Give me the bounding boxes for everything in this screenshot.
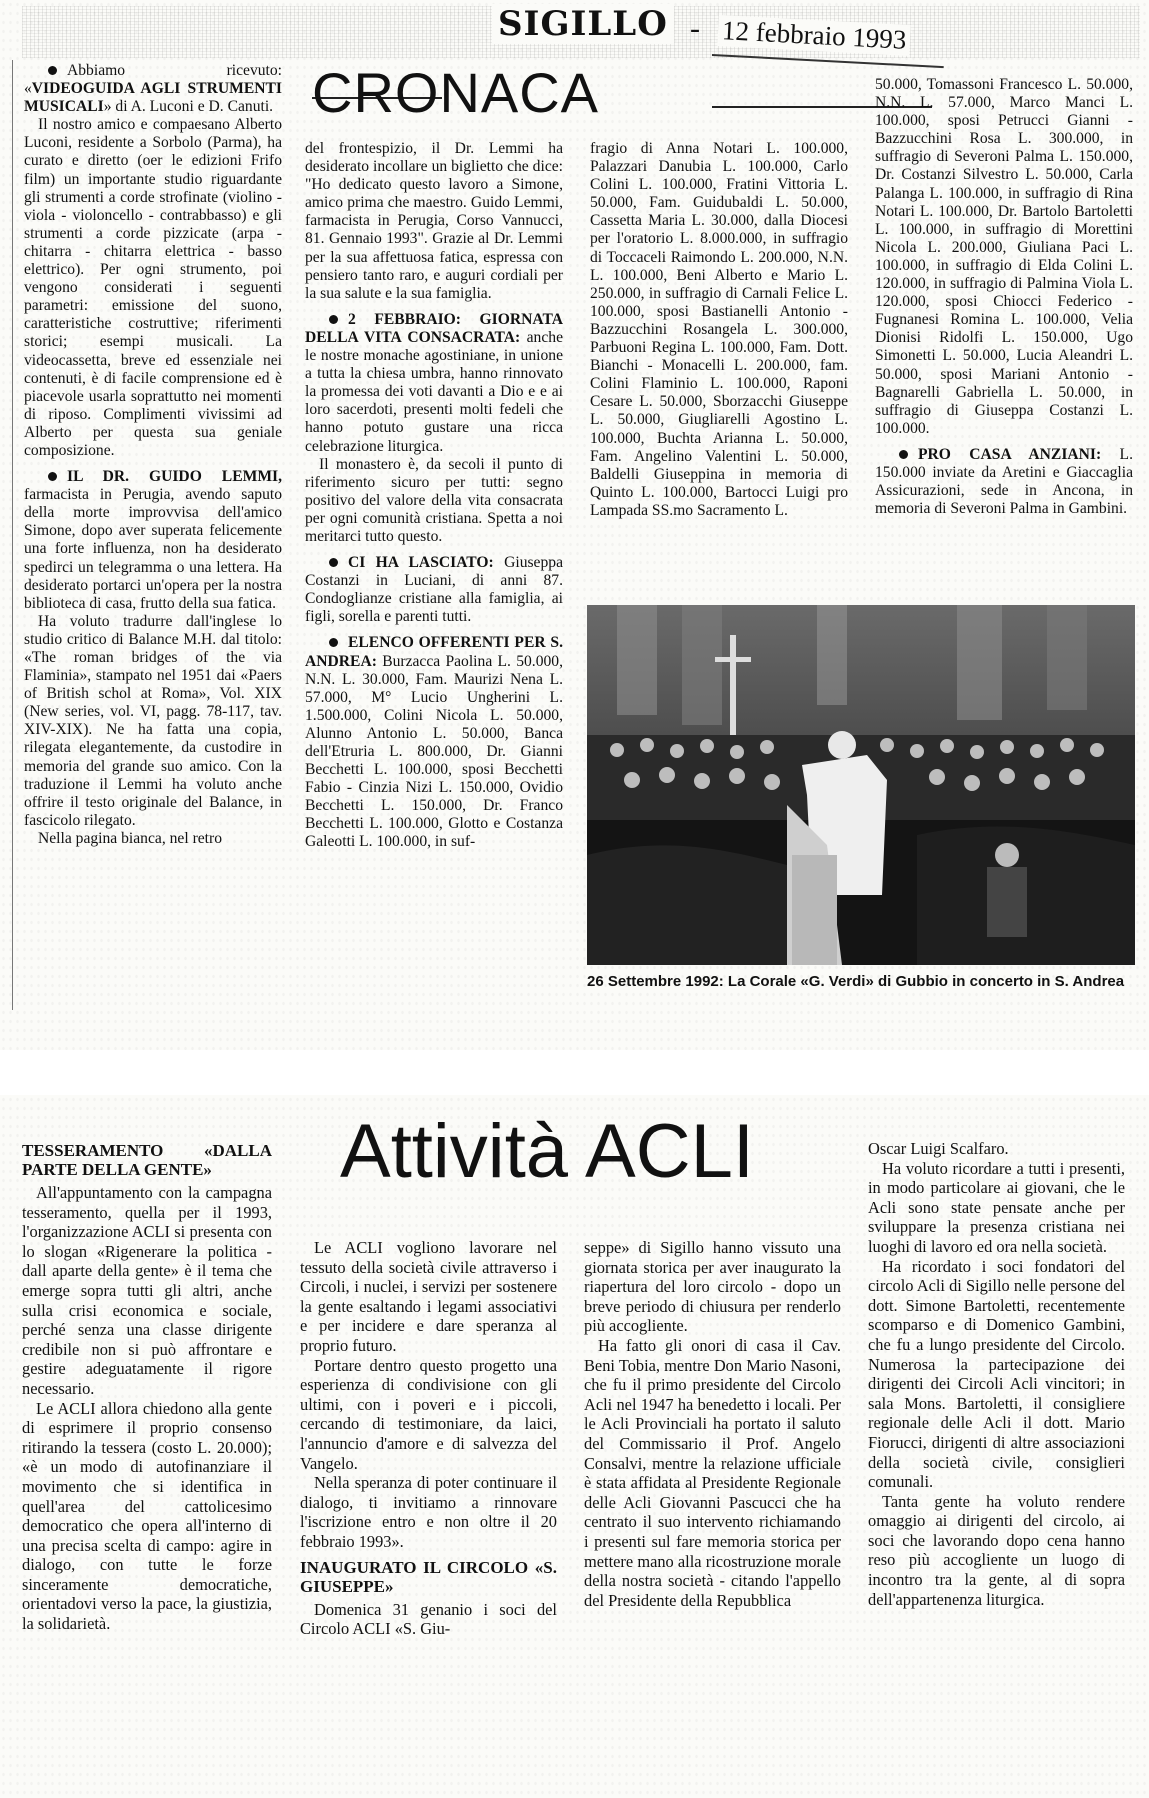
article-pro-casa-anziani: PRO CASA ANZIANI: L. 150.000 inviate da Aretini e Giaccaglia Assicurazioni, sede in Ancona, in memoria di Severoni Palma in Gambini. xyxy=(875,445,1133,518)
headline-tesseramento: TESSERAMENTO «DALLA PARTE DELLA GENTE» xyxy=(22,1141,272,1179)
handwritten-date: 12 febbraio 1993 xyxy=(717,15,911,56)
article-elenco-offerenti: ELENCO OFFERENTI PER S. ANDREA: Burzacca Paolina L. 50.000, N.N. L. 30.000, Fam. Maurizi Nena L. 57.000, M° Lucio Ungherini L. 1.500.000, Colini Nicola L. 50.000, Alunno Antonio L. 50.000, Banca dell'Etruria L. 800.000, Dr. Gianni Becchetti L. 100.000, sposi Becchetti Fabio - Cinzia Nizi L. 150.000, Ovidio Becchetti L. 150.000, Dr. Franco Becchetti L. 100.000, Glotto e Costanza Galeotti L. 100.000, in suf- xyxy=(305,634,563,851)
article-giornata-vita-consacrata: 2 FEBBRAIO: GIORNATA DELLA VITA CONSACRATA: anche le nostre monache agostiniane, in unione a tutta la chiesa umbra, hanno rinnovato la promessa dei voti davanti a Dio e e ai loro sacerdoti, presenti molti fedeli che hanno potuto gustare una ricca celebrazione liturgica. xyxy=(305,310,563,455)
cronaca-column-1 xyxy=(24,62,282,848)
bullet-icon xyxy=(329,638,338,647)
bullet-icon xyxy=(329,558,338,567)
bullet-icon xyxy=(899,450,908,459)
photo-caption: 26 Settembre 1992: La Corale «G. Verdi» di Gubbio in concerto in S. Andrea xyxy=(587,973,1125,990)
paragraph: del frontespizio, il Dr. Lemmi ha desiderato incollare un biglietto che dice: "Ho dedicato questo lavoro a Simone, amico prima che maestro. Guido Lemmi, farmacista in Perugia, Corso Vannucci, 81. Gennaio 1993". Grazie al Dr. Lemmi per la sua affettuosa fatica, espressa con pensiero tanto raro, e auguri cordiali per la sua salute e la sua famiglia. xyxy=(305,140,563,302)
paragraph: Portare dentro questo progetto una esperienza di condivisione con gli ultimi, con i poveri e i piccoli, cercando di testimoniare, da laici, l'annuncio d'amore e di salvezza del Vangelo. xyxy=(300,1355,557,1473)
masthead-dash: - xyxy=(690,12,700,45)
article-videoguida: Abbiamo ricevuto: «VIDEOGUIDA AGLI STRUMENTI MUSICALI» di A. Luconi e D. Canuti. xyxy=(24,62,282,116)
headline-inaugurato-circolo: INAUGURATO IL CIRCOLO «S. GIUSEPPE» xyxy=(300,1557,557,1596)
acli-column-1 xyxy=(22,1135,272,1634)
concert-photo xyxy=(587,605,1135,965)
paragraph: Nella pagina bianca, nel retro xyxy=(38,829,223,847)
paragraph: Oscar Luigi Scalfaro. xyxy=(868,1139,1009,1158)
article-guido-lemmi: IL DR. GUIDO LEMMI, farmacista in Perugia, avendo saputo della morte improvvisa dell'amico Simone, dopo aver superata felicemente una forte influenza, non ha desiderato spedirci un telegramma o una lettera. Ha desiderato portarci un'opera per la nostra biblioteca di casa, frutto della sua fatica. xyxy=(24,468,282,612)
acli-column-3 xyxy=(584,1238,841,1610)
column-divider xyxy=(12,60,13,1010)
paragraph: seppe» di Sigillo hanno vissuto una giornata storica per aver inaugurato la riapertura del loro circolo - dopo un breve periodo di chiusura per renderlo più accogliente. xyxy=(584,1238,841,1336)
cronaca-column-4 xyxy=(875,76,1133,518)
paragraph: Domenica 31 genanio i soci del Circolo ACLI «S. Giu- xyxy=(300,1599,557,1639)
paragraph: Nella speranza di poter continuare il dialogo, ti invitiamo a rinnovare l'iscrizione entro e non oltre il 20 febbraio 1993». xyxy=(300,1473,557,1551)
paragraph: Le ACLI allora chiedono alla gente di esprimere il proprio consenso ritirando la tessera (costo L. 20.000); «è un modo di autofinanziare il movimento che si identifica in quell'area del cattolicesimo democratico che opera all'interno di una precisa scelta di campo: agire in dialogo, con tutte le forze sinceramente democratiche, orientadovi verso la pace, la giustizia, la solidarietà. xyxy=(22,1398,272,1634)
clipping-gap xyxy=(0,1050,1149,1095)
bullet-icon xyxy=(48,66,57,75)
acli-column-4 xyxy=(868,1139,1125,1609)
bullet-icon xyxy=(329,315,338,324)
acli-clipping xyxy=(0,1095,1149,1798)
paragraph: fragio di Anna Notari L. 100.000, Palazzari Danubia L. 100.000, Carlo Colini L. 100.000, Fratini Vittoria L. 50.000, Fam. Guidubaldi L. 50.000, Cassetta Maria L. 30.000, dalla Diocesi per l'oratorio L. 8.000.000, in suffragio di Toccaceli Raimondo L. 200.000, N.N. L. 100.000, Beni Alberto e Mario L. 250.000, in suffragio di Carnali Felice L. 100.000, sposi Bastianelli Antonio - Bazzucchini Rosangela L. 300.000, Parbuoni Regina L. 100.000, Fam. Dott. Bianchi - Monacelli L. 200.000, fam. Colini Flaminio L. 100.000, Raponi Cesare L. 50.000, Sborzacchi Giuseppe L. 50.000, Giugliarelli Agostino L. 100.000, Buchta Arianna L. 50.000, Fam. Angelino Valentini L. 50.000, Baldelli Giuseppina in memoria di Quinto L. 100.000, Bartocci Luigi pro Lampada SS.mo Sacramento L. xyxy=(590,140,848,519)
paragraph: Il monastero è, da secoli il punto di riferimento sicuro per tutti: segno positivo del valore della vita consacrata per ogni comunità cristiana. Spetta a noi meritarci tutto questo. xyxy=(305,455,563,545)
cronaca-column-2 xyxy=(305,140,563,852)
paragraph: Il nostro amico e compaesano Alberto Luconi, residente a Sorbolo (Parma), ha curato e diretto (oer le edizioni Frifo film) un importante studio riguardante gli strumenti a corde strofinate (violino - viola - violoncello - contrabbasso) e gli strumenti a corde pizzicate (arpa - chitarra - chitarra elettrica - basso elettrico). Per ogni strumento, poi vengono considerati i seguenti parametri: emissione del suono, caratteristiche costruttive; riferimenti storici; esempi musicali. La videocassetta, breve ed essenziale nei contenuti, è di facile comprensione ed è piacevole usarla soprattutto nei momenti di riposo. Complimenti vivissimi ad Alberto per questa sua geniale composizione. xyxy=(24,116,282,459)
paragraph: Tanta gente ha voluto rendere omaggio ai dirigenti del circolo, ai soci che lavorando dopo cena hanno reso più accogliente un luogo di incontro tra la gente, al di sopra dell'appartenenza liturgica. xyxy=(868,1491,1125,1609)
section-title-attivita-acli: Attività ACLI xyxy=(340,1109,754,1194)
acli-column-2 xyxy=(300,1238,557,1639)
article-ci-ha-lasciato: CI HA LASCIATO: Giuseppa Costanzi in Luciani, di anni 87. Condoglianze cristiane alla famiglia, ai figli, sorella e parenti tutti. xyxy=(305,554,563,626)
newspaper-name: SIGILLO xyxy=(492,4,674,44)
paragraph: Le ACLI vogliono lavorare nel tessuto della società civile attraverso i Circoli, i nuclei, i servizi per sostenere la gente esaltando i legami associativi e per incidere e dare speranza al proprio futuro. xyxy=(300,1238,557,1355)
paragraph: All'appuntamento con la campagna tesseramento, quella per il 1993, l'organizzazione ACLI si presenta con lo slogan «Rigenerare la politica - dall aparte della gente» è il tema che emerge sopra tutti gli altri, anche sulla crisi economica e sociale, perché senza una classe dirigente credibile non si può affrontare e gestire adeguatamente il rigore necessario. xyxy=(22,1183,272,1398)
paragraph: Ha fatto gli onori di casa il Cav. Beni Tobia, mentre Don Mario Nasoni, che fu il primo presidente del Circolo Acli nel 1947 ha benedetto i locali. Per le Acli Provinciali ha portato il saluto del Commissario il Prof. Angelo Consalvi, mentre la relazione ufficiale è stata affidata al Presidente Regionale delle Acli Giovanni Pascucci che ha centrato il suo intervento richiamando i presenti sul fare memoria storica per mettere mano alla ricostruzione morale della nostra società - citando l'appello del Presidente della Repubblica xyxy=(584,1335,841,1610)
bullet-icon xyxy=(48,472,57,481)
paragraph: Ha ricordato i soci fondatori del circolo Acli di Sigillo nelle persone del dott. Simone Bartoletti, recentemente scomparso e di Domenico Gambini, che fu a lungo presidente del Circolo. Numerosa la partecipazione dei dirigenti dei Circoli Acli vincitori; in sala Mons. Bartoletti, il consigliere regionale delle Acli il dott. Mario Fiorucci, dirigenti di altre associazioni della società civile, consiglieri comunali. xyxy=(868,1256,1125,1492)
cronaca-column-3 xyxy=(590,140,848,520)
paragraph: 50.000, Tomassoni Francesco L. 50.000, N.N. L. 57.000, Marco Manci L. 100.000, sposi Petrucci Gianni - Bazzucchini Rosa L. 300.000, in suffragio di Severoni Palma L. 150.000, Dr. Costanzi Silvestro L. 50.000, Carla Palanga L. 100.000, in suffragio di Rina Notari L. 100.000, Dr. Bartolo Bartoletti L. 100.000, in suffragio di Morettini Nicola L. 200.000, Giuliana Paci L. 100.000, in suffragio di Elda Colini L. 120.000, in suffragio di Palmina Viola L. 120.000, sposi Chiocci Federico - Fugnanesi Romina L. 100.000, Velia Dionisi Ridolfi L. 150.000, Ugo Simonetti L. 50.000, Lucia Aleandri L. 50.000, sposi Mariani Antonio - Bagnarelli Gabriella L. 50.000, in suffragio di Giuseppa Costanzi L. 100.000. xyxy=(875,76,1133,437)
choir-concert-image xyxy=(587,605,1135,965)
paragraph: Ha voluto tradurre dall'inglese lo studio critico di Balance M.H. dal titolo: «The roman bridges of the via Flaminia», stampato nel 1951 dai «Paers of British schol at Roma», Vol. XIX (New series, vol. VI, pagg. 78-117, tav. XIV-XIX). Ne ha fatta una copia, rilegata elegantemente, da custodire in memoria del grande suo amico. Con la traduzione il Lemmi ha voluto anche offrire il testo originale del Balance, in fascicolo rilegato. xyxy=(24,612,282,829)
paragraph: Ha voluto ricordare a tutti i presenti, in modo particolare ai giovani, che le Acli sono state pensate anche per sviluppare la presenza cristiana nei luoghi di lavoro ed ora nella società. xyxy=(868,1158,1125,1256)
section-title-cronaca: CRONACA xyxy=(312,61,600,124)
